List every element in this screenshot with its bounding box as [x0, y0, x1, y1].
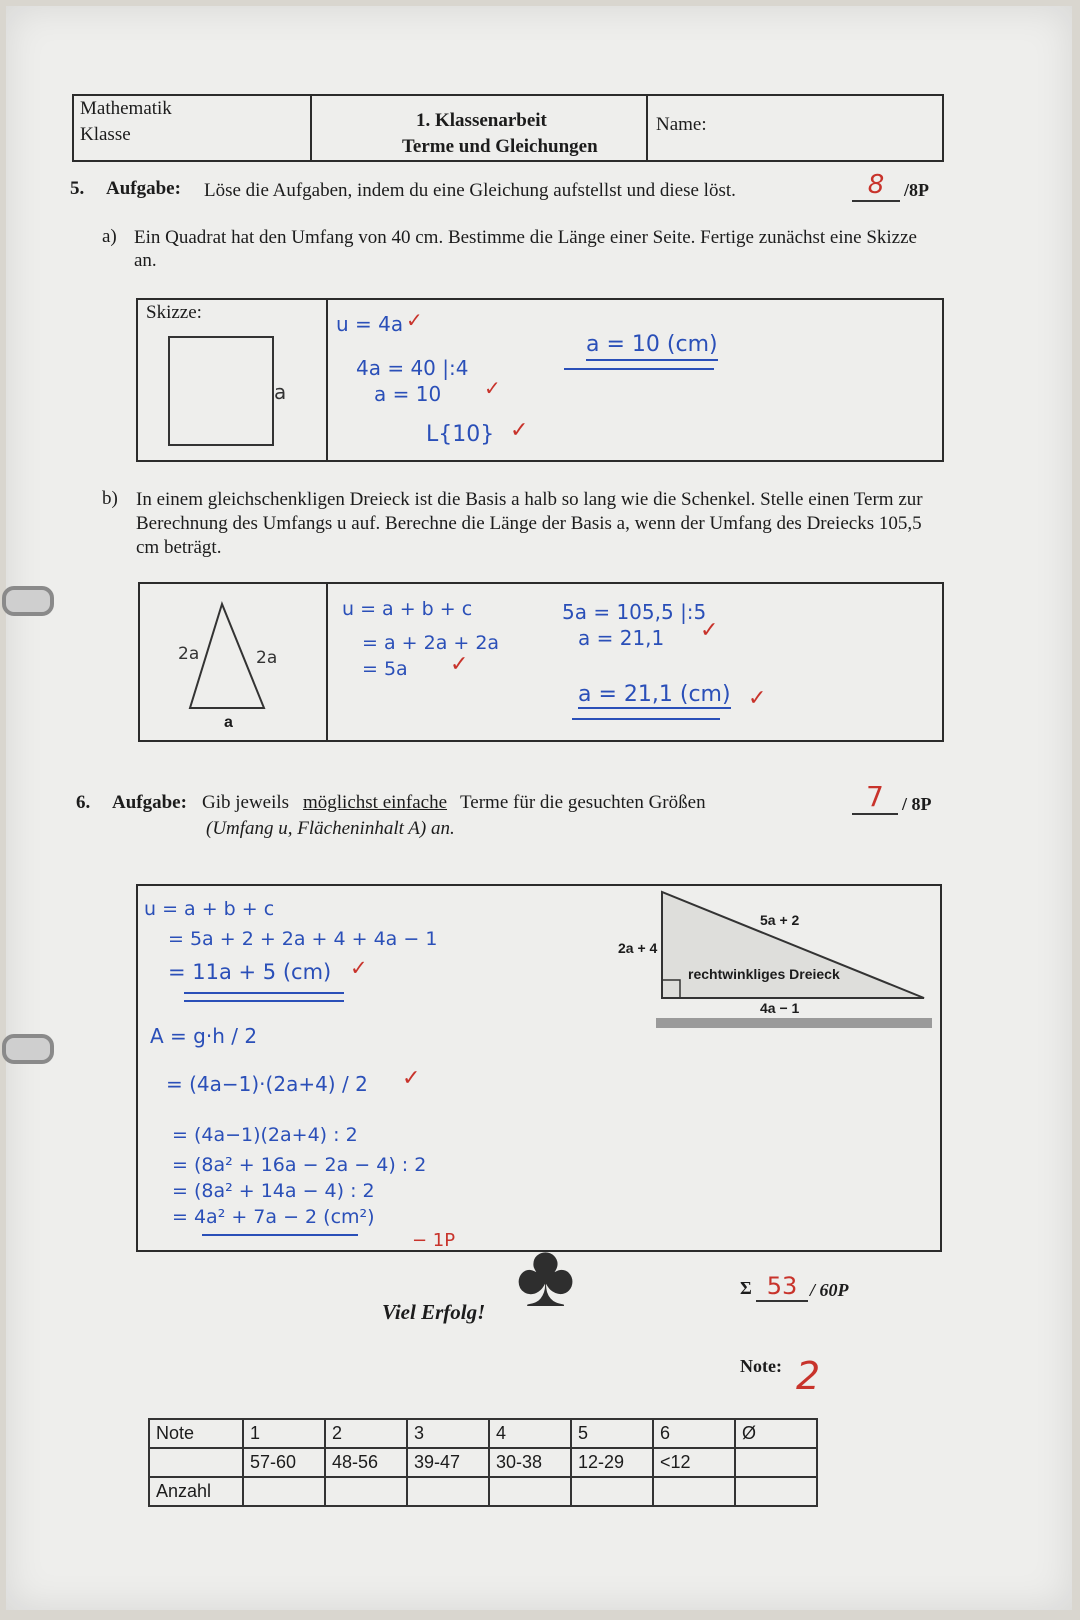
- table-cell: 2: [325, 1419, 407, 1448]
- table-cell: [489, 1477, 571, 1506]
- table-row: [149, 1448, 817, 1477]
- table-cell: 30-38: [489, 1448, 571, 1477]
- square-sketch: [168, 336, 274, 446]
- task5a-letter: a): [102, 226, 117, 247]
- task5a-line: a = 10: [374, 382, 442, 406]
- task6-label: Aufgabe:: [112, 792, 187, 813]
- task5a-divider: [326, 298, 328, 460]
- table-cell: [325, 1477, 407, 1506]
- table-cell: 48-56: [325, 1448, 407, 1477]
- task6-text-underlined: möglichst einfache: [303, 792, 448, 813]
- name-label: Name:: [656, 114, 707, 135]
- grade-written: 2: [796, 1354, 821, 1398]
- task5a-text: Ein Quadrat hat den Umfang von 40 cm. Bestimme die Länge einer Seite. Fertige zunächst eine Skizze an.: [134, 227, 917, 271]
- task6-A-line: A = g·h / 2: [150, 1024, 258, 1048]
- task6-A-line: = (4a−1)(2a+4) : 2: [172, 1124, 358, 1146]
- header-divider: [310, 94, 312, 160]
- task5b-line: 5a = 105,5 |:5: [562, 600, 707, 624]
- sum-max: / 60P: [810, 1280, 849, 1300]
- answer-underline: [184, 1000, 344, 1002]
- task5b-letter: b): [102, 488, 118, 509]
- table-cell: Anzahl: [149, 1477, 243, 1506]
- task6-A-line: = 4a² + 7a − 2 (cm²): [172, 1206, 375, 1228]
- deduction-mark: − 1P: [412, 1230, 456, 1251]
- task5a-line: 4a = 40 |:4: [356, 356, 469, 380]
- exam-topic: Terme und Gleichungen: [402, 136, 598, 157]
- square-side-label: a: [274, 380, 287, 404]
- table-cell: 39-47: [407, 1448, 489, 1477]
- task5-number: 5.: [70, 178, 85, 199]
- table-cell: 57-60: [243, 1448, 325, 1477]
- task5b-divider: [326, 582, 328, 740]
- sum-symbol: Σ: [740, 1278, 752, 1298]
- table-cell: 1: [243, 1419, 325, 1448]
- task6-u-line: = 5a + 2 + 2a + 4 + 4a − 1: [168, 928, 438, 950]
- table-cell: 12-29: [571, 1448, 653, 1477]
- task6-score-written: 7: [852, 780, 898, 815]
- task6-u-line: = 11a + 5 (cm): [168, 960, 332, 984]
- task5b-answer: a = 21,1 (cm): [578, 682, 731, 707]
- table-cell: 4: [489, 1419, 571, 1448]
- task5b-line: = 5a: [362, 658, 408, 680]
- clover-icon: ♣: [516, 1227, 576, 1326]
- task5b-line: = a + 2a + 2a: [362, 632, 500, 654]
- table-cell: 6: [653, 1419, 735, 1448]
- answer-underline: [572, 718, 720, 720]
- task5a-line: L{10}: [426, 422, 495, 447]
- binder-ring: [2, 1034, 54, 1064]
- grade-distribution-table: [148, 1418, 818, 1507]
- task6-text-after: Terme für die gesuchten Größen: [460, 792, 706, 813]
- task5a-answer: a = 10 (cm): [586, 332, 718, 361]
- triangle-side-right: 2a: [256, 648, 278, 668]
- task6-A-line: = (4a−1)·(2a+4) / 2: [166, 1072, 368, 1096]
- grade-label: Note:: [740, 1356, 782, 1376]
- sketch-label: Skizze:: [146, 302, 202, 323]
- table-cell: Note: [149, 1419, 243, 1448]
- exam-number: 1. Klassenarbeit: [416, 110, 547, 131]
- task5b-text: In einem gleichschenkligen Dreieck ist die Basis a halb so lang wie die Schenkel. Stelle einen Term zur Berechnung des Umfangs u auf. Berechne die Länge der Basis a, wenn der Umfang des Dreiecks 105,5 cm beträgt.: [136, 489, 923, 558]
- task5-label: Aufgabe:: [106, 178, 181, 199]
- task6-text-before: Gib jeweils: [202, 792, 290, 813]
- table-row: [149, 1477, 817, 1506]
- table-cell: [735, 1448, 817, 1477]
- task5-text: Löse die Aufgaben, indem du eine Gleichung aufstellst und diese löst.: [204, 180, 736, 201]
- answer-underline: [184, 992, 344, 994]
- check-mark: ✓: [406, 308, 423, 332]
- answer-underline: [202, 1234, 358, 1236]
- task5b-line: a = 21,1: [578, 626, 665, 650]
- check-mark: ✓: [484, 376, 501, 400]
- triangle-base: a: [224, 714, 233, 731]
- subject-label: Mathematik: [80, 98, 172, 119]
- task6-score-max: / 8P: [902, 794, 932, 814]
- task6-u-line: u = a + b + c: [144, 898, 275, 920]
- task5-score-max: /8P: [904, 180, 929, 200]
- table-cell: 5: [571, 1419, 653, 1448]
- figure-caption: rechtwinkliges Dreieck: [688, 966, 840, 982]
- check-mark: ✓: [510, 418, 529, 443]
- header-divider: [646, 94, 648, 160]
- triangle-side-left: 2a: [178, 644, 200, 664]
- answer-underline: [564, 368, 714, 370]
- leg-left-label: 2a + 4: [618, 940, 658, 956]
- task6-A-line: = (8a² + 14a − 4) : 2: [172, 1180, 375, 1202]
- binder-ring: [2, 586, 54, 616]
- good-luck-text: Viel Erfolg!: [382, 1300, 486, 1324]
- table-cell: 3: [407, 1419, 489, 1448]
- check-mark: ✓: [350, 956, 368, 980]
- exam-sheet: [6, 6, 1072, 1610]
- sum-written: 53: [756, 1272, 808, 1302]
- table-cell: <12: [653, 1448, 735, 1477]
- task6-number: 6.: [76, 792, 91, 813]
- table-row: [149, 1419, 817, 1448]
- bottom-leg-label: 4a − 1: [760, 1000, 800, 1016]
- check-mark: ✓: [450, 652, 469, 677]
- table-cell: [407, 1477, 489, 1506]
- table-cell: [243, 1477, 325, 1506]
- task6-A-line: = (8a² + 16a − 2a − 4) : 2: [172, 1154, 427, 1176]
- check-mark: ✓: [402, 1066, 421, 1091]
- task5-score-written: 8: [852, 170, 900, 202]
- hypotenuse-label: 5a + 2: [760, 912, 800, 928]
- table-cell: [653, 1477, 735, 1506]
- table-cell: Ø: [735, 1419, 817, 1448]
- check-mark: ✓: [748, 686, 767, 711]
- table-cell: [149, 1448, 243, 1477]
- class-label: Klasse: [80, 124, 131, 145]
- table-cell: [571, 1477, 653, 1506]
- task5b-line: u = a + b + c: [342, 598, 473, 620]
- task5a-line: u = 4a: [336, 312, 404, 336]
- table-cell: [735, 1477, 817, 1506]
- check-mark: ✓: [700, 618, 719, 643]
- task6-text-line2: (Umfang u, Flächeninhalt A) an.: [206, 818, 455, 839]
